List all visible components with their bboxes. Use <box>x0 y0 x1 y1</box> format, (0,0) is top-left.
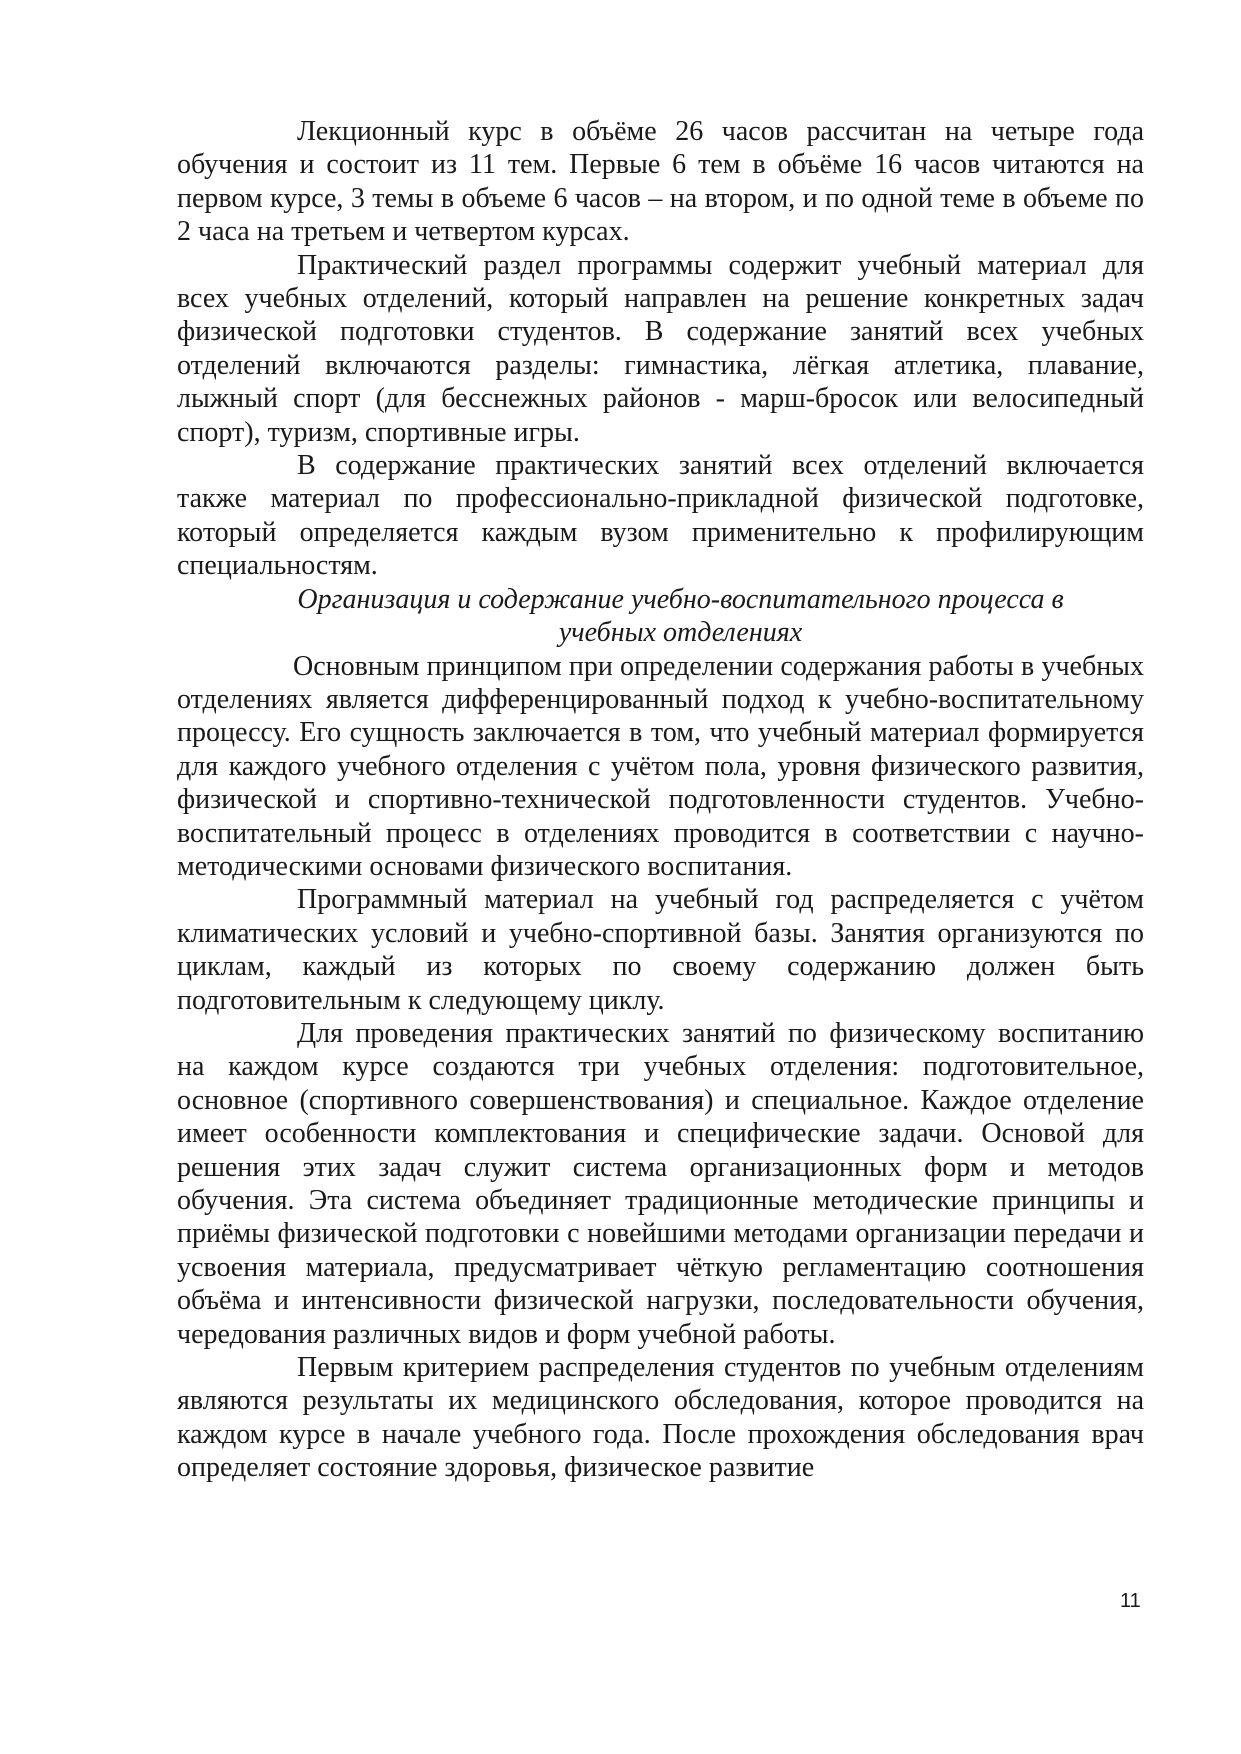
paragraph-practical-section: Практический раздел программы содержит учебный материал для всех учебных отделений, который направлен на решение конкретных задач физической подготовки студентов. В содержание занятий всех учебных отделений включаются разделы: гимнастика, лёгкая атлетика, плавание, лыжный спорт (для бесснежных районов - марш-бросок или велосипедный спорт), туризм, спортивные игры. <box>177 249 1144 448</box>
paragraph-departments: Для проведения практических занятий по физическому воспитанию на каждом курсе создаются три учебных отделения: подготовительное, основное (спортивного совершенствования) и специальное. Каждое отделение имеет особенности комплектования и специфические задачи. Основой для решения этих задач служит система организационных форм и методов обучения. Эта система объединяет традиционные методические принципы и приёмы физической подготовки с новейшими методами организации передачи и усвоения материала, предусматривает чёткую регламентацию соотношения объёма и интенсивности физической нагрузки, последовательности обучения, чередования различных видов и форм учебной работы. <box>177 1017 1144 1350</box>
body-text <box>177 115 1144 1485</box>
paragraph-principle: Основным принципом при определении содержания работы в учебных отделениях является дифференцированный подход к учебно-воспитательному процессу. Его сущность заключается в том, что учебный материал формируется для каждого учебного отделения с учётом пола, уровня физического развития, физической и спортивно-технической подготовленности студентов. Учебно-воспитательный процесс в отделениях проводится в соответствии с научно-методическими основами физического воспитания. <box>177 650 1144 882</box>
paragraph-applied-training: В содержание практических занятий всех отделений включается также материал по профессионально-прикладной физической подготовке, который определяется каждым вузом применительно к профилирующим специальностям. <box>177 450 1144 582</box>
paragraph-criteria: Первым критерием распределения студентов по учебным отделениям являются результаты их медицинского обследования, которое проводится на каждом курсе в начале учебного года. После прохождения обследования врач определяет состояние здоровья, физическое развитие <box>177 1352 1144 1484</box>
paragraph-program-material: Программный материал на учебный год распределяется с учётом климатических условий и учебно-спортивной базы. Занятия организуются по циклам, каждый из которых по своему содержанию должен быть подготовительным к следующему циклу. <box>177 884 1144 1016</box>
page-number: 11 <box>1120 1590 1141 1612</box>
paragraph-lecture-course: Лекционный курс в объёме 26 часов рассчитан на четыре года обучения и состоит из 11 тем. Первые 6 тем в объёме 16 часов читаются на первом курсе, 3 темы в объеме 6 часов – на втором, и по одной теме в объеме по 2 часа на третьем и четвертом курсах. <box>177 116 1144 248</box>
section-heading: Организация и содержание учебно-воспитательного процесса в учебных отделениях <box>297 583 1064 649</box>
